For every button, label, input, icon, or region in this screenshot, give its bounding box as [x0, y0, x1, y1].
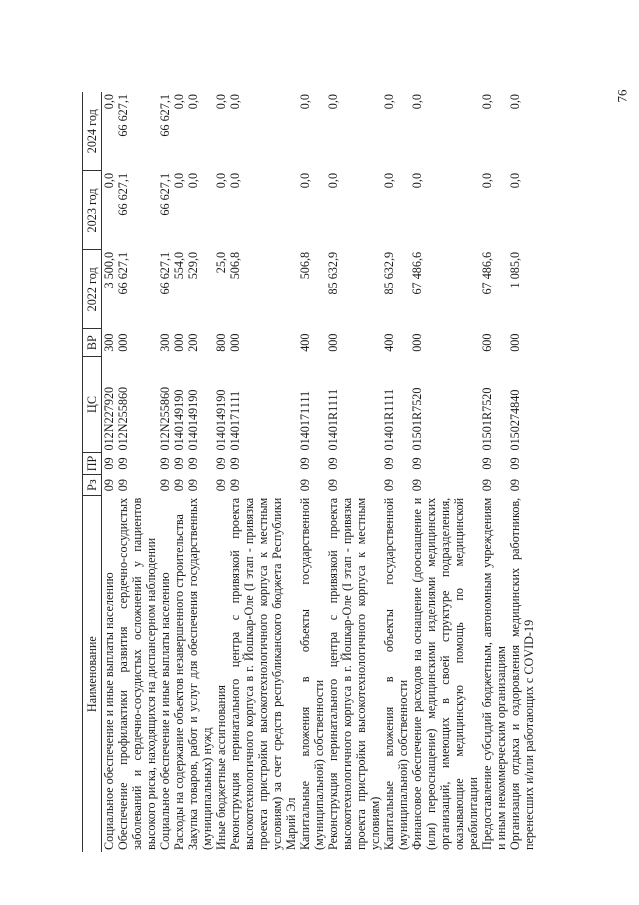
cell-name: Реконструкция перинатального центра с привязкой проекта высокотехнологичного корпуса в г. Йошкар-Оле (I этап - привязка проекта пристройки высокотехнологичного корпуса к местным условиям) — [326, 497, 382, 850]
document-body — [82, 89, 639, 850]
cell-y2024: 0,0 — [102, 94, 116, 110]
table-body — [102, 92, 537, 852]
cell-cs: 012N255860 — [116, 386, 130, 451]
cell-y2023: 0,0 — [326, 172, 340, 189]
header-rz: Рз — [83, 474, 102, 495]
cell-pr: 09 — [508, 457, 522, 470]
cell-y2024: 66 627,1 — [116, 94, 130, 137]
cell-vr: 400 — [382, 333, 396, 352]
cell-rz: 09 — [116, 479, 130, 492]
cell-vr: 300 — [158, 333, 172, 352]
cell-pr: 09 — [158, 457, 172, 470]
table-row — [158, 92, 172, 852]
cell-y2024: 0,0 — [298, 94, 312, 110]
cell-cs: 0140149190 — [214, 389, 228, 451]
table-row — [480, 92, 508, 852]
cell-rz: 09 — [186, 479, 200, 492]
cell-y2024: 0,0 — [480, 94, 494, 110]
cell-y2023: 66 627,1 — [116, 172, 130, 216]
cell-rz: 09 — [326, 479, 340, 492]
cell-vr: 600 — [480, 333, 494, 352]
cell-y2024: 0,0 — [326, 94, 340, 110]
cell-y2022: 506,8 — [298, 251, 312, 280]
cell-pr: 09 — [186, 457, 200, 470]
table-row — [410, 92, 480, 852]
cell-rz: 09 — [410, 479, 424, 492]
cell-y2022: 67 486,6 — [480, 251, 494, 295]
table-row — [382, 92, 410, 852]
cell-rz: 09 — [508, 479, 522, 492]
table-row — [214, 92, 228, 852]
table-row — [298, 92, 326, 852]
cell-cs: 01401R1111 — [382, 388, 396, 451]
cell-y2023: 0,0 — [382, 172, 396, 189]
cell-y2022: 66 627,1 — [158, 251, 172, 295]
cell-y2022: 529,0 — [186, 251, 200, 280]
cell-pr: 09 — [228, 457, 242, 470]
cell-y2023: 0,0 — [508, 172, 522, 189]
cell-pr: 09 — [326, 457, 340, 470]
cell-y2022: 85 632,9 — [382, 251, 396, 295]
header-2023: 2023 год — [83, 171, 102, 250]
cell-y2022: 506,8 — [228, 251, 242, 280]
cell-vr: 400 — [298, 333, 312, 352]
cell-y2024: 0,0 — [382, 94, 396, 110]
cell-y2024: 0,0 — [186, 94, 200, 110]
cell-name: Иные бюджетные ассигнования — [214, 684, 228, 850]
cell-vr: 800 — [214, 333, 228, 352]
cell-y2023: 0,0 — [186, 172, 200, 189]
cell-pr: 09 — [116, 457, 130, 470]
cell-pr: 09 — [298, 457, 312, 470]
cell-pr: 09 — [102, 457, 116, 470]
table-row — [116, 92, 158, 852]
cell-y2022: 554,0 — [172, 251, 186, 280]
cell-y2023: 0,0 — [298, 172, 312, 189]
header-pr: ПР — [83, 453, 102, 475]
cell-cs: 01401R1111 — [326, 388, 340, 451]
table-header-row — [83, 92, 102, 852]
cell-y2024: 66 627,1 — [158, 94, 172, 137]
cell-pr: 09 — [382, 457, 396, 470]
cell-cs: 012N227920 — [102, 386, 116, 451]
table-row — [326, 92, 382, 852]
cell-y2023: 66 627,1 — [158, 172, 172, 216]
cell-y2024: 0,0 — [172, 94, 186, 110]
cell-name: Капитальные вложения в объекты государственной (муниципальной) собственности — [298, 497, 326, 850]
cell-name: Обеспечение профилактики развития сердечно-сосудистых заболеваний и сердечно-сосудистых осложнений у пациентов высокого риска, находящихся на диспансерном наблюдении — [116, 497, 158, 850]
cell-vr: 000 — [116, 333, 130, 352]
cell-rz: 09 — [172, 479, 186, 492]
cell-pr: 09 — [214, 457, 228, 470]
cell-y2023: 0,0 — [214, 172, 228, 189]
header-2024: 2024 год — [83, 92, 102, 171]
cell-vr: 000 — [326, 333, 340, 352]
cell-name: Социальное обеспечение и иные выплаты населению — [102, 572, 116, 850]
cell-y2022: 25,0 — [214, 251, 228, 274]
cell-rz: 09 — [158, 479, 172, 492]
cell-y2022: 1 085,0 — [508, 251, 522, 289]
header-2022: 2022 год — [83, 250, 102, 329]
cell-vr: 000 — [172, 333, 186, 352]
cell-cs: 0140171111 — [228, 390, 242, 451]
cell-name: Финансовое обеспечение расходов на оснащение (дооснащение и (или) переоснащение) медицинскими изделиями медицинских организаций, имеющих в своей структуре подразделения, оказывающие медицинскую помощь по медицинской реабилитации — [410, 497, 480, 850]
cell-name: Капитальные вложения в объекты государственной (муниципальной) собственности — [382, 497, 410, 850]
cell-cs: 0140149190 — [172, 389, 186, 451]
cell-rz: 09 — [298, 479, 312, 492]
cell-name: Организация отдыха и оздоровления медицинских работников, перенесших и/или работающих с COVID-19 — [508, 497, 536, 850]
cell-cs: 0140171111 — [298, 390, 312, 451]
cell-name: Реконструкция перинатального центра с привязкой проекта высокотехнологичного корпуса в г. Йошкар-Оле (I этап - привязка проекта пристройки высокотехнологичного корпуса к местным условиям) за счет средств республиканского бюджета Республики Марий Эл — [228, 497, 298, 850]
rotated-table-container — [82, 92, 552, 852]
header-name: Наименование — [83, 496, 102, 852]
cell-y2024: 0,0 — [228, 94, 242, 110]
cell-y2022: 66 627,1 — [116, 251, 130, 295]
cell-y2023: 0,0 — [228, 172, 242, 189]
cell-rz: 09 — [382, 479, 396, 492]
cell-cs: 012N255860 — [158, 386, 172, 451]
cell-cs: 01501R7520 — [410, 387, 424, 451]
cell-pr: 09 — [410, 457, 424, 470]
page-number: 76 — [614, 89, 630, 103]
cell-y2024: 0,0 — [410, 94, 424, 110]
table-row — [228, 92, 298, 852]
cell-y2022: 67 486,6 — [410, 251, 424, 295]
cell-vr: 000 — [410, 333, 424, 352]
table-row — [186, 92, 214, 852]
cell-y2023: 0,0 — [172, 172, 186, 189]
cell-name: Предоставление субсидий бюджетным, автономным учреждениям и иным некоммерческим организациям — [480, 497, 508, 850]
cell-pr: 09 — [172, 457, 186, 470]
cell-y2023: 0,0 — [102, 172, 116, 189]
cell-y2024: 0,0 — [214, 94, 228, 110]
cell-vr: 000 — [228, 333, 242, 352]
cell-name: Социальное обеспечение и иные выплаты населению — [158, 572, 172, 850]
cell-y2024: 0,0 — [508, 94, 522, 110]
cell-y2023: 0,0 — [410, 172, 424, 189]
cell-rz: 09 — [214, 479, 228, 492]
cell-pr: 09 — [480, 457, 494, 470]
table-row — [102, 92, 117, 852]
cell-y2023: 0,0 — [480, 172, 494, 189]
table-row — [172, 92, 186, 852]
cell-vr: 000 — [508, 333, 522, 352]
cell-y2022: 3 500,0 — [102, 251, 116, 289]
cell-name: Расходы на содержание объектов незавершенного строительства — [172, 514, 186, 850]
cell-vr: 300 — [102, 333, 116, 352]
table-row — [508, 92, 536, 852]
cell-rz: 09 — [102, 479, 116, 492]
cell-rz: 09 — [480, 479, 494, 492]
header-vr: ВР — [83, 329, 102, 357]
budget-table — [82, 92, 536, 852]
cell-cs: 0150274840 — [508, 389, 522, 451]
cell-cs: 0140149190 — [186, 389, 200, 451]
cell-name: Закупка товаров, работ и услуг для обеспечения государственных (муниципальных) нужд — [186, 497, 214, 850]
cell-vr: 200 — [186, 333, 200, 352]
header-cs: ЦС — [83, 357, 102, 453]
cell-y2022: 85 632,9 — [326, 251, 340, 295]
cell-cs: 01501R7520 — [480, 387, 494, 451]
cell-rz: 09 — [228, 479, 242, 492]
